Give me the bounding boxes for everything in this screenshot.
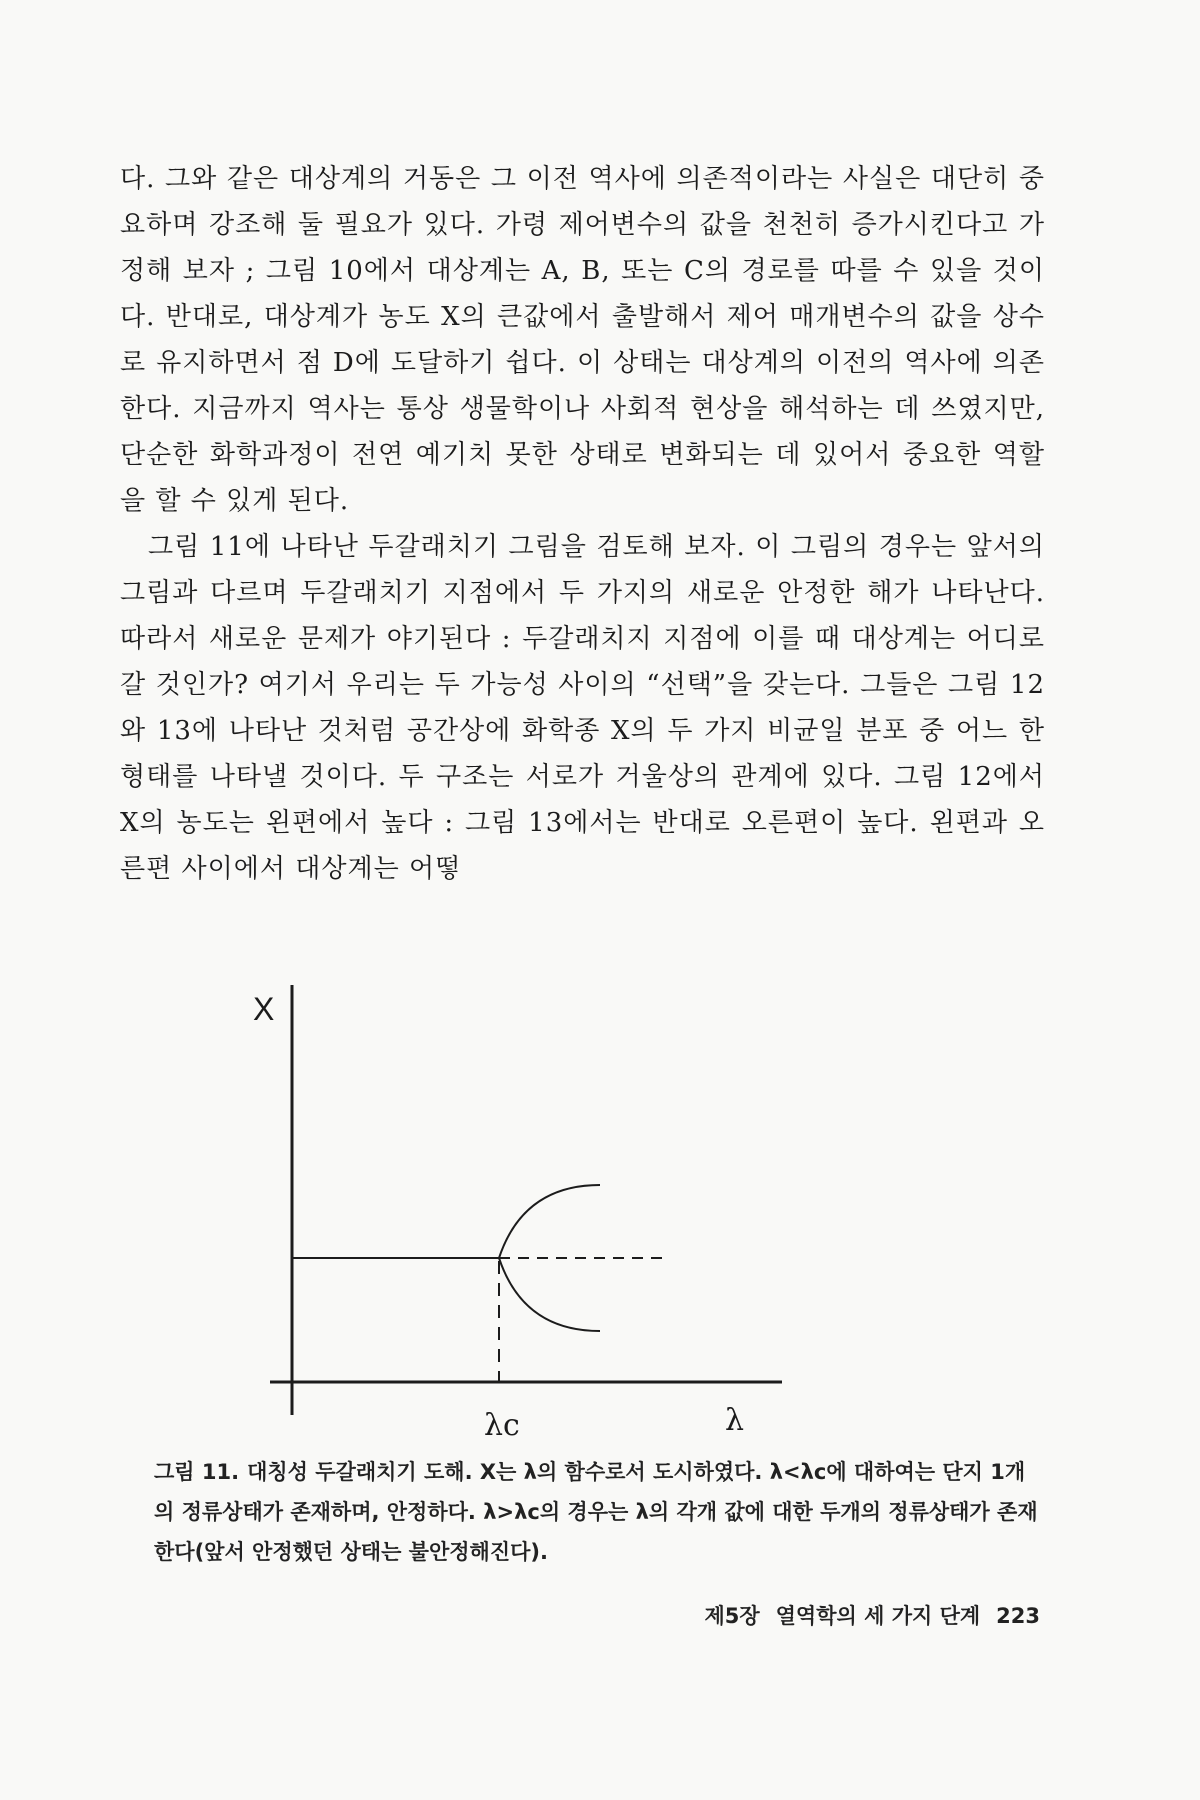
paragraph-2: 그림 11에 나타난 두갈래치기 그림을 검토해 보자. 이 그림의 경우는 앞서의 그림과 다르며 두갈래치기 지점에서 두 가지의 새로운 안정한 해가 나타난다. 따라서 새로운 문제가 야기된다 : 두갈래치지 지점에 이를 때 대상계는 어디로 갈 것인가? 여기서 우리는 두 가능성 사이의 “선택”을 갖는다. 그들은 그림 12와 13에 나타난 것처럼 공간상에 화학종 X의 두 가지 비균일 분포 중 어느 한 형태를 나타낼 것이다. 두 구조는 서로가 거울상의 관계에 있다. 그림 12에서 X의 농도는 왼편에서 높다 : 그림 13에서는 반대로 오른편이 높다. 왼편과 오른편 사이에서 대상계는 어떻 <box>120 532 1045 884</box>
running-footer <box>640 1600 1040 1630</box>
caption-text: 대칭성 두갈래치기 도해. X는 λ의 함수로서 도시하였다. λ<λc에 대하여는 단지 1개의 정류상태가 존재하며, 안정하다. λ>λc의 경우는 λ의 각개 값에 대한 두개의 정류상태가 존재한다(앞서 안정했던 상태는 불안정해진다). <box>154 1460 1038 1564</box>
critical-point-label: λc <box>484 1408 520 1443</box>
caption-label: 그림 11. <box>154 1460 240 1484</box>
chapter-title: 열역학의 세 가지 단계 <box>775 1604 981 1628</box>
paragraph-1: 다. 그와 같은 대상계의 거동은 그 이전 역사에 의존적이라는 사실은 대단히 중요하며 강조해 둘 필요가 있다. 가령 제어변수의 값을 천천히 증가시킨다고 가정해 보자 ; 그림 10에서 대상계는 A, B, 또는 C의 경로를 따를 수 있을 것이다. 반대로, 대상계가 농도 X의 큰값에서 출발해서 제어 매개변수의 값을 상수로 유지하면서 점 D에 도달하기 쉽다. 이 상태는 대상계의 이전의 역사에 의존한다. 지금까지 역사는 통상 생물학이나 사회적 현상을 해석하는 데 쓰였지만, 단순한 화학과정이 전연 예기치 못한 상태로 변화되는 데 있어서 중요한 역할을 할 수 있게 된다. <box>120 164 1045 516</box>
chapter-label: 제5장 <box>704 1604 760 1628</box>
bifurcation-diagram <box>253 975 890 1443</box>
x-axis-label: λ <box>725 1403 745 1438</box>
y-axis-label: X <box>253 991 275 1027</box>
page-number: 223 <box>996 1604 1040 1628</box>
upper-bifurcation-branch <box>499 1185 600 1258</box>
body-text <box>120 156 1045 892</box>
figure-caption <box>154 1452 1044 1572</box>
lower-bifurcation-branch <box>499 1258 600 1331</box>
